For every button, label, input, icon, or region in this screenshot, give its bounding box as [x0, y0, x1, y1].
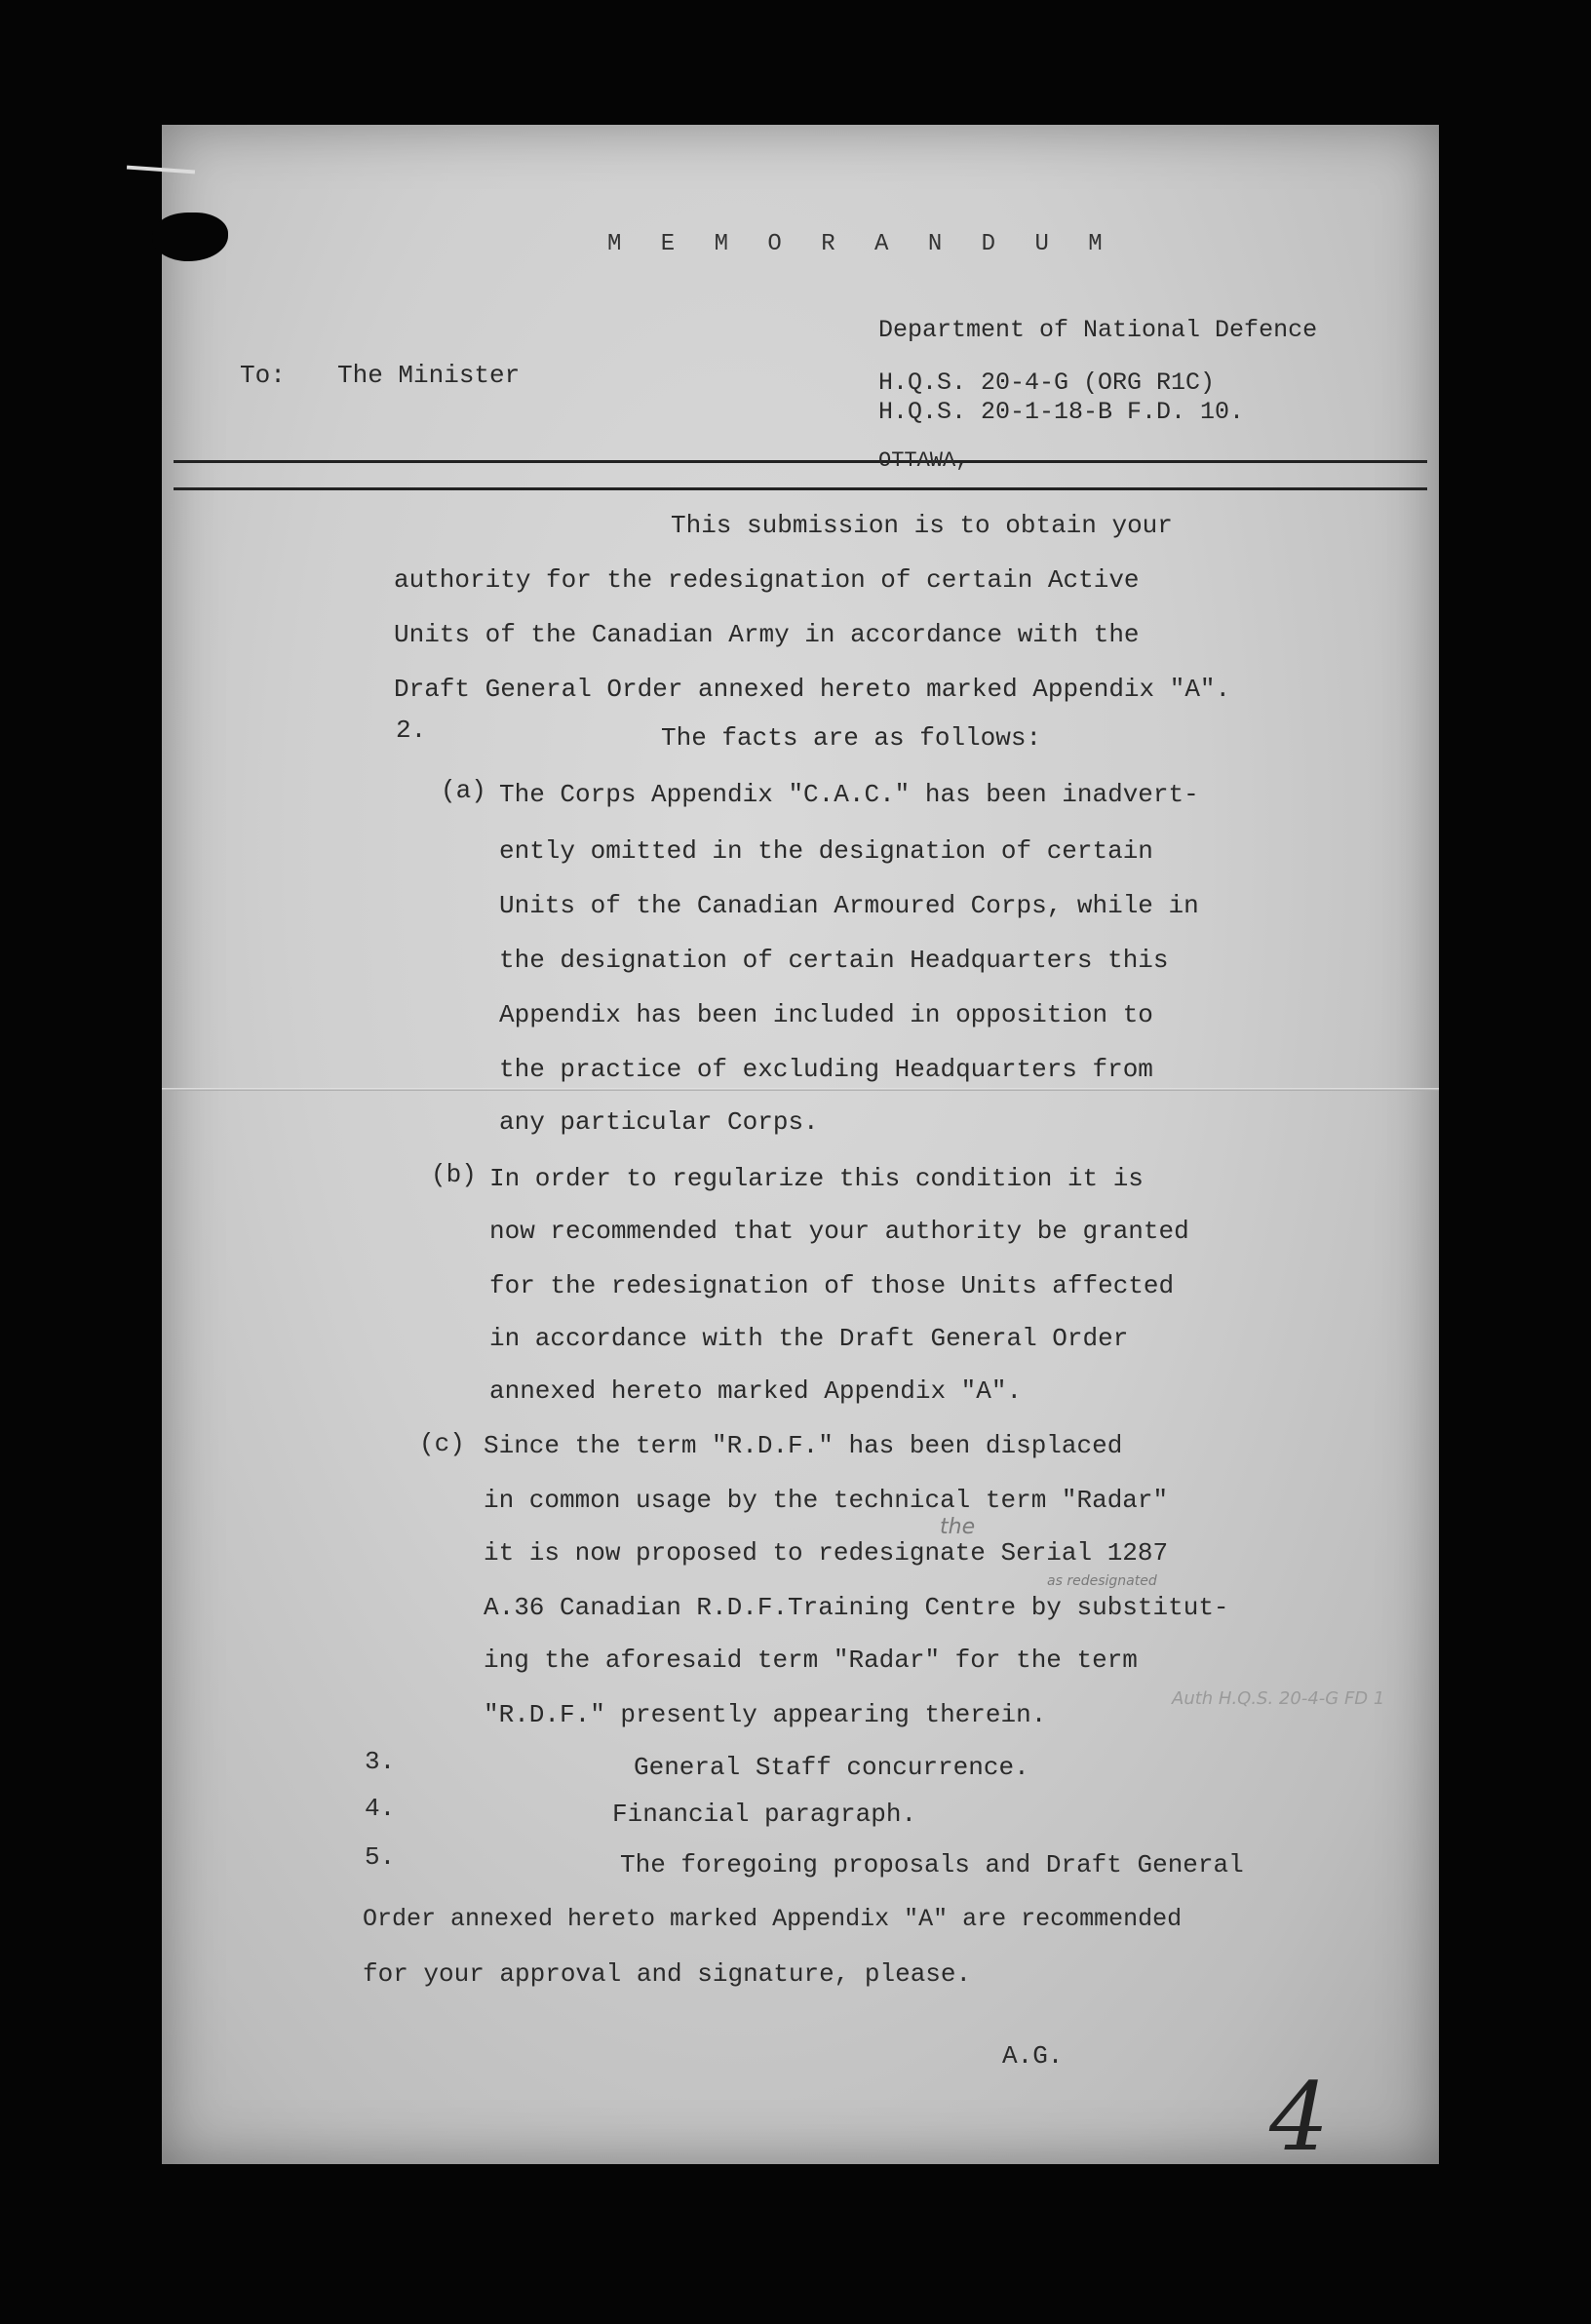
ink-blot	[152, 213, 228, 261]
memo-title: M E M O R A N D U M	[607, 231, 1115, 257]
paragraph-number: 2.	[396, 716, 427, 745]
handwritten-insert: the	[940, 1515, 976, 1539]
paragraph-number: 3.	[365, 1747, 396, 1776]
body-line: Appendix has been included in opposition to	[499, 1000, 1153, 1029]
to-label: To:	[240, 361, 286, 390]
signature-initials: A.G.	[1002, 2041, 1064, 2071]
paragraph-number: 4.	[365, 1794, 396, 1823]
body-line: Since the term "R.D.F." has been displaced	[484, 1431, 1123, 1460]
paragraph-number: 5.	[365, 1842, 396, 1872]
file-reference-2: H.Q.S. 20-1-18-B F.D. 10.	[878, 398, 1245, 426]
body-line: the designation of certain Headquarters this	[499, 946, 1169, 975]
body-line: Draft General Order annexed hereto marked Appendix "A".	[394, 675, 1231, 704]
body-line: for your approval and signature, please.	[363, 1959, 972, 1989]
place-ottawa: OTTAWA,	[878, 448, 969, 473]
body-line: Units of the Canadian Army in accordance with the	[394, 620, 1140, 649]
sub-item-label: (a)	[441, 776, 486, 805]
body-line: in common usage by the technical term "Radar"	[484, 1486, 1169, 1515]
page-number: 4	[1269, 2063, 1330, 2172]
body-line: it is now proposed to redesignate Serial 1287	[484, 1538, 1169, 1568]
handwritten-insert: as redesignated	[1047, 1573, 1157, 1589]
body-line: The facts are as follows:	[661, 723, 1042, 753]
body-line: any particular Corps.	[499, 1107, 819, 1137]
body-line: A.36 Canadian R.D.F.Training Centre by substitut-	[484, 1593, 1229, 1622]
body-line: ently omitted in the designation of certain	[499, 836, 1153, 866]
body-line: Order annexed hereto marked Appendix "A" are recommended	[363, 1905, 1183, 1933]
body-line: for the redesignation of those Units affected	[489, 1271, 1175, 1300]
body-line: now recommended that your authority be granted	[489, 1217, 1189, 1246]
body-line: Units of the Canadian Armoured Corps, while in	[499, 891, 1199, 920]
body-line: "R.D.F." presently appearing therein.	[484, 1700, 1047, 1729]
sub-item-label: (c)	[419, 1429, 465, 1458]
header-rule-top	[174, 460, 1427, 463]
body-line: General Staff concurrence.	[634, 1753, 1029, 1782]
paper-fold	[162, 1088, 1439, 1091]
body-line: This submission is to obtain your	[671, 511, 1173, 540]
edge-mark	[127, 166, 195, 174]
memo-page	[162, 125, 1439, 2172]
to-recipient: The Minister	[337, 361, 521, 390]
margin-note: Auth H.Q.S. 20-4-G FD 1	[1172, 1688, 1385, 1709]
sub-item-label: (b)	[431, 1160, 477, 1189]
header-rule-bottom	[174, 487, 1427, 490]
body-line: in accordance with the Draft General Order	[489, 1324, 1129, 1353]
body-line: The foregoing proposals and Draft General	[620, 1850, 1244, 1879]
body-line: The Corps Appendix "C.A.C." has been inadvert-	[499, 780, 1199, 809]
file-reference-1: H.Q.S. 20-4-G (ORG R1C)	[878, 368, 1216, 397]
body-line: ing the aforesaid term "Radar" for the term	[484, 1646, 1138, 1675]
body-line: authority for the redesignation of certain Active	[394, 565, 1140, 595]
body-line: annexed hereto marked Appendix "A".	[489, 1376, 1023, 1406]
department-name: Department of National Defence	[878, 316, 1318, 344]
body-line: In order to regularize this condition it is	[489, 1164, 1144, 1193]
body-line: the practice of excluding Headquarters from	[499, 1055, 1153, 1084]
body-line: Financial paragraph.	[612, 1800, 917, 1829]
